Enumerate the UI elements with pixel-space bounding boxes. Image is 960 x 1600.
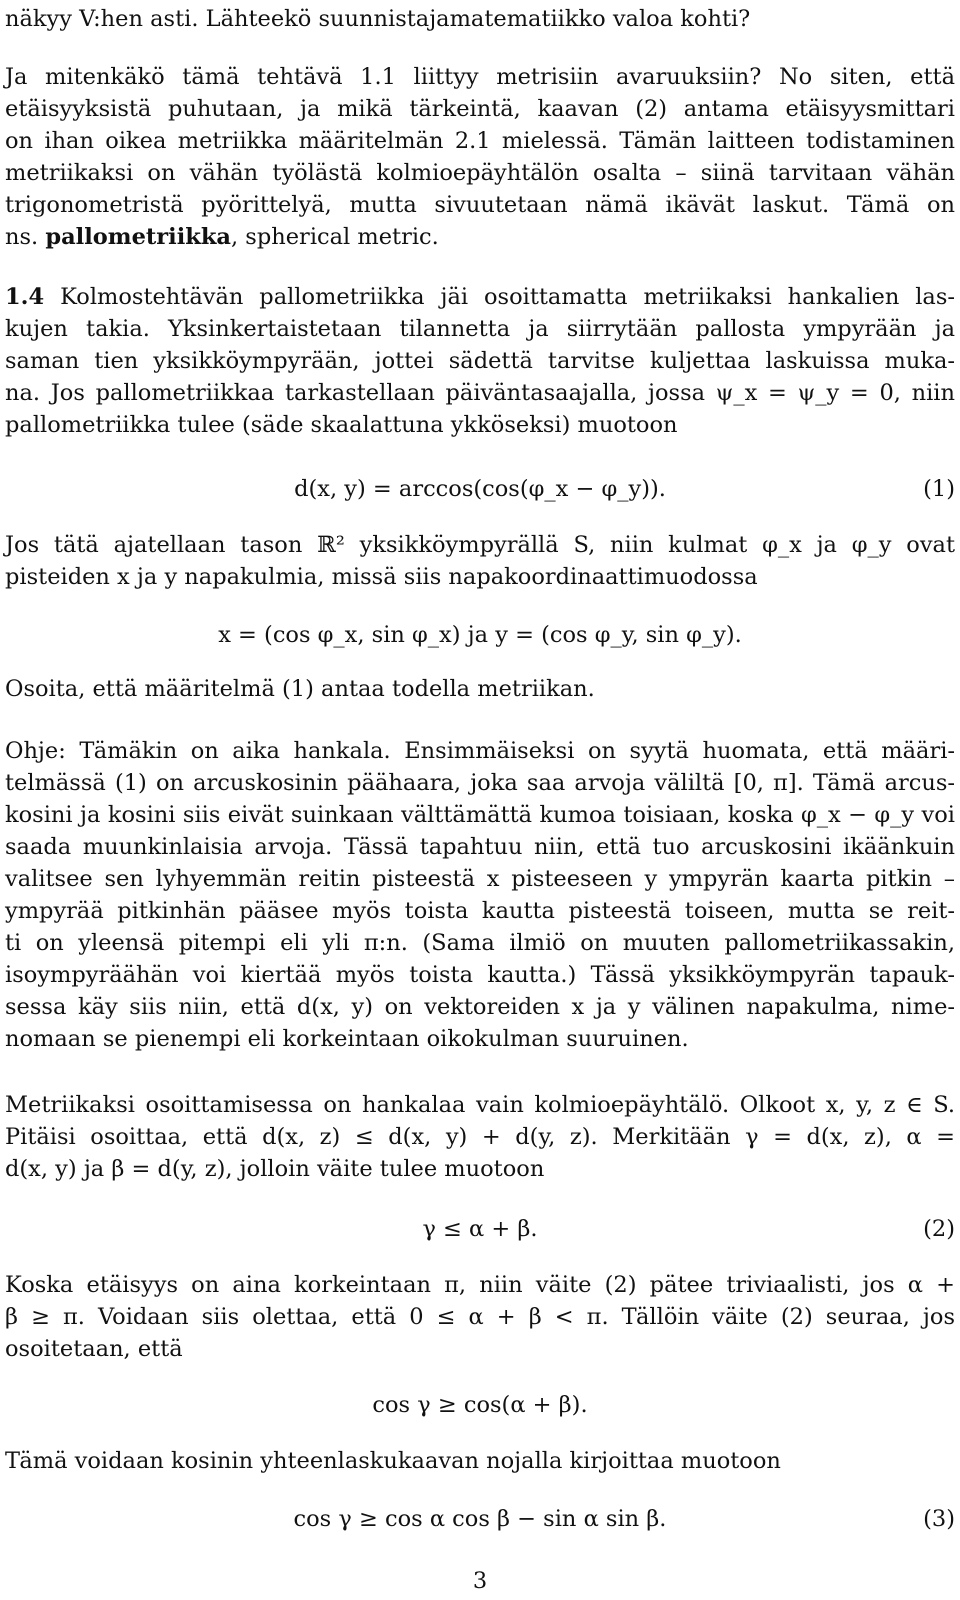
text-line: on ihan oikea metriikka määritelmän 2.1 mielessä. Tämän laitteen todistaminen: [5, 128, 955, 154]
text-line: saman tien yksikköympyrään, jottei sädettä tarvitse kuljettaa laskuissa muka-: [5, 348, 955, 374]
text-line: metriikaksi on vähän työlästä kolmioepäyhtälön osalta – siinä tarvitaan vähän: [5, 160, 955, 186]
text-line: Ohje: Tämäkin on aika hankala. Ensimmäiseksi on syytä huomata, että määri-: [5, 738, 955, 764]
text-line: Ja mitenkäkö tämä tehtävä 1.1 liittyy metrisiin avaruuksiin? No siten, että: [5, 64, 955, 90]
text-span: ns.: [5, 224, 39, 250]
text-line: pisteiden x ja y napakulmia, missä siis napakoordinaattimuodossa: [5, 564, 758, 590]
text-line: pallometriikka tulee (säde skaalattuna ykköseksi) muotoon: [5, 412, 678, 438]
text-line: kujen takia. Yksinkertaistetaan tilannetta ja siirrytään pallosta ympyrään ja: [5, 316, 955, 342]
text-span: Kolmostehtävän pallometriikka jäi osoittamatta metriikaksi hankalien las-: [44, 284, 955, 310]
exercise-1-4-line: [5, 282, 955, 312]
text-line: Koska etäisyys on aina korkeintaan π, niin väite (2) pätee triviaalisti, jos α +: [5, 1272, 955, 1298]
text-line: valitsee sen lyhyemmän reitin pisteestä x pisteeseen y ympyrän kaarta pitkin –: [5, 866, 955, 892]
text-line: ti on yleensä pitempi eli yli π:n. (Sama ilmiö on muuten pallometriikassakin,: [5, 930, 955, 956]
equation-number: (1): [923, 476, 955, 502]
equation-3: cos γ ≥ cos α cos β − sin α sin β.: [293, 1506, 667, 1532]
text-line: trigonometristä pyörittelyä, mutta sivuutetaan nämä ikävät laskut. Tämä on: [5, 192, 955, 218]
text-line: d(x, y) ja β = d(y, z), jolloin väite tulee muotoon: [5, 1156, 545, 1182]
text-line: Pitäisi osoittaa, että d(x, z) ≤ d(x, y) + d(y, z). Merkitään γ = d(x, z), α =: [5, 1124, 955, 1150]
equation-number: (2): [923, 1216, 955, 1242]
text-span: , spherical metric.: [231, 224, 439, 250]
text-line: saada muunkinlaisia arvoja. Tässä tapahtuu niin, että tuo arcuskosini ikäänkuin: [5, 834, 955, 860]
text-line: näkyy V:hen asti. Lähteekö suunnistajamatematiikko valoa kohti?: [5, 6, 751, 32]
text-line: Jos tätä ajatellaan tason ℝ² yksikköympyrällä S, niin kulmat φ_x ja φ_y ovat: [5, 532, 955, 558]
text-line: telmässä (1) on arcuskosinin päähaara, joka saa arvoja väliltä [0, π]. Tämä arcus-: [5, 770, 955, 796]
text-line: na. Jos pallometriikkaa tarkastellaan päiväntasaajalla, jossa ψ_x = ψ_y = 0, niin: [5, 380, 955, 406]
text-line: [5, 222, 439, 252]
text-line: nomaan se pienempi eli korkeintaan oikokulman suuruinen.: [5, 1026, 689, 1052]
text-line: isoympyräähän voi kiertää myös toista kautta.) Tässä yksikköympyrän tapauk-: [5, 962, 955, 988]
text-line: etäisyyksistä puhutaan, ja mikä tärkeintä, kaavan (2) antama etäisyysmittari: [5, 96, 955, 122]
term-pallometriikka: pallometriikka: [45, 224, 231, 250]
text-line: Metriikaksi osoittamisessa on hankalaa vain kolmioepäyhtälö. Olkoot x, y, z ∈ S.: [5, 1092, 955, 1118]
text-line: sessa käy siis niin, että d(x, y) on vektoreiden x ja y välinen napakulma, nime-: [5, 994, 955, 1020]
text-line: ympyrää pitkinhän pääsee myös toista kautta pisteestä toiseen, mutta se reit-: [5, 898, 955, 924]
equation-1: d(x, y) = arccos(cos(φ_x − φ_y)).: [294, 476, 666, 502]
text-line: osoitetaan, että: [5, 1336, 183, 1362]
equation-polar: x = (cos φ_x, sin φ_x) ja y = (cos φ_y, sin φ_y).: [218, 622, 742, 648]
equation-number: (3): [923, 1506, 955, 1532]
exercise-number: 1.4: [5, 284, 45, 310]
text-line: Tämä voidaan kosinin yhteenlaskukaavan nojalla kirjoittaa muotoon: [5, 1448, 781, 1474]
text-line: Osoita, että määritelmä (1) antaa todella metriikan.: [5, 676, 595, 702]
equation-2: γ ≤ α + β.: [422, 1216, 538, 1242]
text-line: β ≥ π. Voidaan siis olettaa, että 0 ≤ α + β < π. Tällöin väite (2) seuraa, jos: [5, 1304, 955, 1330]
page-number: 3: [472, 1568, 488, 1594]
text-line: kosini ja kosini siis eivät suinkaan välttämättä kumoa toisiaan, koska φ_x − φ_y voi: [5, 802, 955, 828]
equation-cos-inequality: cos γ ≥ cos(α + β).: [372, 1392, 588, 1418]
